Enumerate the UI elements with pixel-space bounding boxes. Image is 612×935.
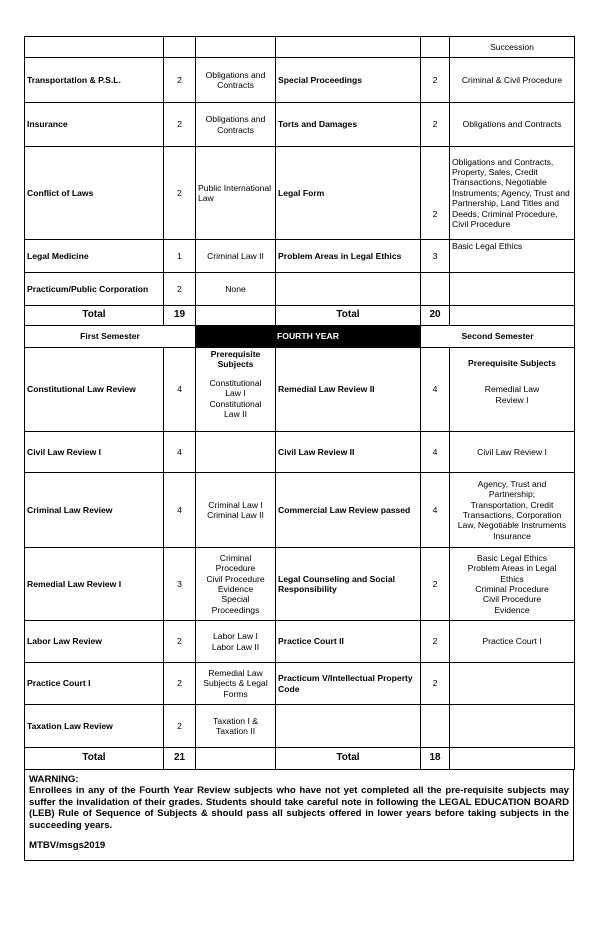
fourth-year-rows — [25, 326, 575, 770]
units: 3 — [164, 548, 196, 621]
warning-box — [24, 769, 574, 861]
prereq: Obligations and Contracts — [196, 58, 276, 103]
fourth-year-row — [25, 473, 575, 548]
units: 1 — [164, 240, 196, 273]
units: 2 — [164, 273, 196, 306]
prereq — [196, 432, 276, 473]
prereq-line: Evidence — [494, 604, 530, 615]
prereq: Obligations and Contracts — [196, 103, 276, 147]
subject-name: Special Proceedings — [276, 58, 421, 103]
prereq-line: Constitutional — [209, 398, 262, 409]
third-year-row — [25, 240, 575, 273]
prereq: Obligations and Contracts, Property, Sales, Credit Transactions, Negotiable Instruments; Agency, Trust and Partnership, Land Titles and Deeds, Criminal Procedure, Civil Procedure — [450, 147, 575, 240]
prereq-header: Prerequisite Subjects — [210, 349, 261, 370]
units: 4 — [421, 348, 450, 432]
total-units: 18 — [421, 748, 450, 770]
units — [421, 705, 450, 748]
subject-name: Remedial Law Review II — [276, 348, 421, 432]
prereq-line: Transactions, Corporation — [462, 510, 562, 520]
third-year-row — [25, 103, 575, 147]
prereq-line: Ethics — [500, 573, 524, 584]
third-year-total-row — [25, 306, 575, 326]
prereq — [450, 273, 575, 306]
subject-name: Practice Court II — [276, 621, 421, 663]
prereq — [450, 663, 575, 705]
prereq — [450, 621, 575, 663]
units: 2 — [164, 58, 196, 103]
subject-name: Insurance — [25, 103, 164, 147]
subject-name: Constitutional Law Review — [25, 348, 164, 432]
subject-name: Problem Areas in Legal Ethics — [276, 240, 421, 273]
prereq-line: Criminal — [219, 552, 252, 563]
subject-name: Criminal Law Review — [25, 473, 164, 548]
total-units: 20 — [421, 306, 450, 326]
total-label: Total — [25, 748, 164, 770]
prereq-line: Taxation II — [215, 726, 256, 736]
units: 4 — [421, 473, 450, 548]
prereq — [196, 348, 276, 432]
prereq-line: Law I — [225, 388, 246, 399]
warning-body: Enrollees in any of the Fourth Year Review subjects who have not yet completed all the pre-requisite subjects may suffer the invalidation of their grades. Students should take careful note in following the LEGAL EDUCATION BOARD (LEB) Rule of Sequence of Subjects & should pass all subjects offered in lower years before taking subjects in the succeeding years. — [29, 785, 569, 831]
prereq-line: Law, Negotiable Instruments — [457, 520, 567, 531]
subject-name: Practicum V/Intellectual Property Code — [276, 663, 421, 705]
units: 2 — [421, 103, 450, 147]
units: 2 — [421, 663, 450, 705]
total-label: Total — [276, 306, 421, 326]
prereq-line: Transportation, Credit — [470, 499, 554, 510]
prereq-line: Labor Law II — [211, 641, 260, 652]
prereq-line: Procedure — [215, 563, 256, 574]
prereq-line: Partnership; — [488, 489, 536, 500]
prereq-line: Problem Areas in Legal — [467, 563, 557, 574]
units — [421, 273, 450, 306]
prereq-line: Proceedings — [211, 604, 260, 615]
prereq — [450, 348, 575, 432]
prereq: Criminal & Civil Procedure — [450, 58, 575, 103]
units: 2 — [421, 548, 450, 621]
third-year-rows — [25, 37, 575, 326]
units: 2 — [164, 705, 196, 748]
fourth-year-row — [25, 705, 575, 748]
fourth-year-total-row — [25, 748, 575, 770]
year-label: FOURTH YEAR — [196, 326, 421, 348]
second-semester-label: Second Semester — [421, 326, 575, 348]
total-label: Total — [25, 306, 164, 326]
prereq-line: Criminal Procedure — [475, 584, 549, 594]
units: 4 — [164, 348, 196, 432]
fourth-year-row — [25, 663, 575, 705]
prereq-line: Agency, Trust and — [477, 478, 547, 489]
prereq-line: Basic Legal Ethics — [476, 552, 548, 563]
prereq-line: Civil Procedure — [206, 573, 265, 584]
prereq: Basic Legal Ethics — [450, 240, 575, 273]
warning-heading: WARNING: — [29, 774, 79, 785]
third-year-row — [25, 273, 575, 306]
prereq-line: Remedial Law — [484, 384, 540, 395]
subject-name: Civil Law Review I — [25, 432, 164, 473]
subject-name: Practice Court I — [25, 663, 164, 705]
fourth-year-header-row — [25, 326, 575, 348]
total-label: Total — [276, 748, 421, 770]
third-year-row — [25, 147, 575, 240]
prereq-line: Criminal Law II — [207, 510, 264, 520]
prereq — [450, 548, 575, 621]
prereq — [450, 705, 575, 748]
total-units: 21 — [164, 748, 196, 770]
third-year-row — [25, 58, 575, 103]
prereq-line: Criminal Law I — [208, 499, 263, 510]
prereq-line: Labor Law I — [213, 631, 258, 642]
prereq-line: Evidence — [217, 584, 254, 594]
units: 2 — [421, 58, 450, 103]
prereq-line: Constitutional — [209, 377, 262, 388]
prereq-line: Law II — [224, 409, 247, 420]
first-semester-label: First Semester — [25, 326, 196, 348]
prereq-line: Insurance — [493, 530, 531, 541]
prereq: Obligations and Contracts — [450, 103, 575, 147]
units: 3 — [421, 240, 450, 273]
units: 4 — [421, 432, 450, 473]
units: 2 — [164, 147, 196, 240]
units: 2 — [164, 103, 196, 147]
prereq — [196, 621, 276, 663]
prereq-line: Special — [221, 594, 250, 605]
prereq: Public International Law — [196, 147, 276, 240]
subject-name: Torts and Damages — [276, 103, 421, 147]
fourth-year-row — [25, 621, 575, 663]
curriculum-table — [24, 36, 575, 770]
subject-name: Civil Law Review II — [276, 432, 421, 473]
prereq — [196, 548, 276, 621]
subject-name: Legal Medicine — [25, 240, 164, 273]
prereq-line: Civil Procedure — [482, 594, 542, 605]
subject-name: Taxation Law Review — [25, 705, 164, 748]
units: 2 — [421, 147, 450, 240]
units: 4 — [164, 432, 196, 473]
units: 2 — [164, 663, 196, 705]
prereq-header: Prerequisite Subjects — [468, 358, 556, 368]
prereq-line: Forms — [223, 688, 248, 699]
subject-name: Commercial Law Review passed — [276, 473, 421, 548]
prereq: None — [196, 273, 276, 306]
prereq-line: Review I — [495, 394, 529, 405]
units: 2 — [421, 621, 450, 663]
prereq-line: Subjects & Legal — [203, 678, 268, 689]
prereq-line: Taxation I & — [213, 715, 258, 726]
prereq-line: Remedial Law — [208, 667, 263, 678]
prereq — [450, 473, 575, 548]
top-row-prereq: Succession — [450, 37, 575, 58]
units: 2 — [164, 621, 196, 663]
subject-name — [276, 273, 421, 306]
prereq — [196, 663, 276, 705]
fourth-year-row — [25, 548, 575, 621]
prereq — [450, 432, 575, 473]
subject-name: Labor Law Review — [25, 621, 164, 663]
prereq — [196, 473, 276, 548]
fourth-year-row — [25, 432, 575, 473]
fourth-year-row — [25, 348, 575, 432]
total-units: 19 — [164, 306, 196, 326]
subject-name — [276, 705, 421, 748]
signature: MTBV/msgs2019 — [29, 840, 106, 852]
prereq-line: Civil Law Review I — [477, 446, 547, 457]
prereq: Criminal Law II — [196, 240, 276, 273]
subject-name: Legal Form — [276, 147, 421, 240]
subject-name: Practicum/Public Corporation — [25, 273, 164, 306]
units: 4 — [164, 473, 196, 548]
prereq-line: Practice Court I — [482, 636, 542, 647]
third-year-top-row — [25, 37, 575, 58]
subject-name: Legal Counseling and Social Responsibility — [276, 548, 421, 621]
subject-name: Conflict of Laws — [25, 147, 164, 240]
prereq — [196, 705, 276, 748]
subject-name: Remedial Law Review I — [25, 548, 164, 621]
subject-name: Transportation & P.S.L. — [25, 58, 164, 103]
